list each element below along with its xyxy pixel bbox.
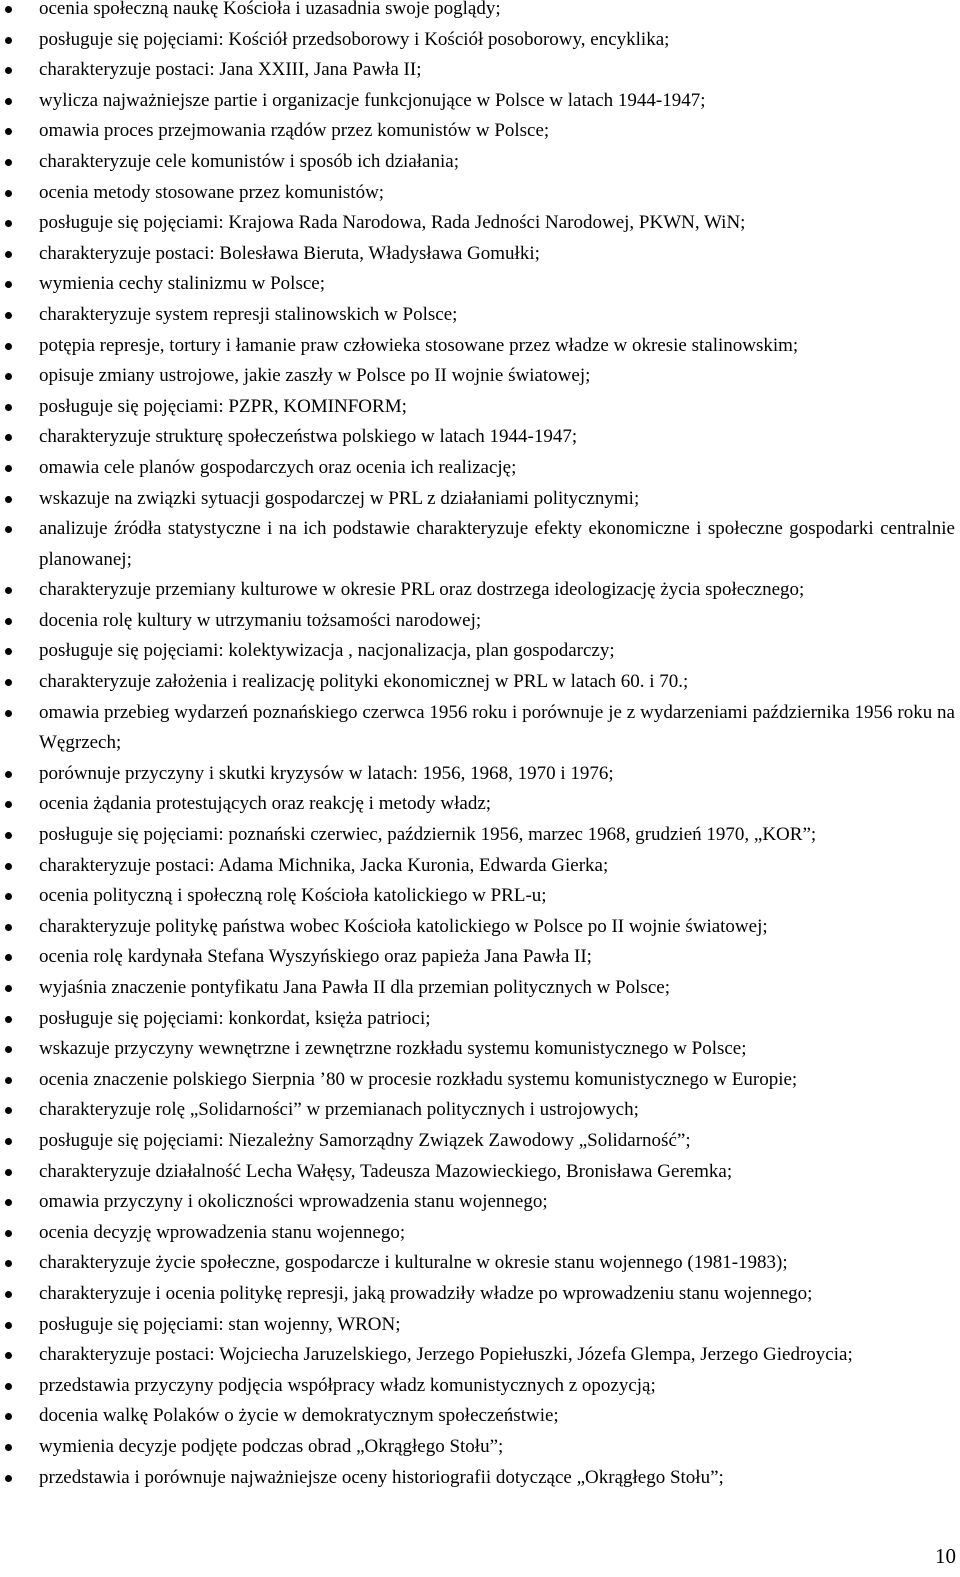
list-item: posługuje się pojęciami: Kościół przedsoborowy i Kościół posoborowy, encyklika; <box>0 25 955 56</box>
list-item: posługuje się pojęciami: kolektywizacja , nacjonalizacja, plan gospodarczy; <box>0 636 955 667</box>
list-item: posługuje się pojęciami: PZPR, KOMINFORM; <box>0 392 955 423</box>
list-item: ocenia decyzję wprowadzenia stanu wojennego; <box>0 1218 955 1249</box>
list-item: wymienia cechy stalinizmu w Polsce; <box>0 269 955 300</box>
list-item: charakteryzuje rolę „Solidarności” w przemianach politycznych i ustrojowych; <box>0 1095 955 1126</box>
list-item: docenia walkę Polaków o życie w demokratycznym społeczeństwie; <box>0 1401 955 1432</box>
list-item: charakteryzuje politykę państwa wobec Kościoła katolickiego w Polsce po II wojnie światowej; <box>0 912 955 943</box>
list-item: przedstawia i porównuje najważniejsze oceny historiografii dotyczące „Okrągłego Stołu”; <box>0 1463 955 1494</box>
list-item: omawia przebieg wydarzeń poznańskiego czerwca 1956 roku i porównuje je z wydarzeniami października 1956 roku na Węgrzech; <box>0 698 955 759</box>
list-item: wylicza najważniejsze partie i organizacje funkcjonujące w Polsce w latach 1944-1947; <box>0 86 955 117</box>
list-item: charakteryzuje założenia i realizację polityki ekonomicznej w PRL w latach 60. i 70.; <box>0 667 955 698</box>
list-item: omawia proces przejmowania rządów przez komunistów w Polsce; <box>0 116 955 147</box>
list-item: charakteryzuje działalność Lecha Wałęsy, Tadeusza Mazowieckiego, Bronisława Geremka; <box>0 1157 955 1188</box>
list-item: charakteryzuje cele komunistów i sposób ich działania; <box>0 147 955 178</box>
list-item: posługuje się pojęciami: stan wojenny, WRON; <box>0 1310 955 1341</box>
list-item: ocenia polityczną i społeczną rolę Kościoła katolickiego w PRL-u; <box>0 881 955 912</box>
list-item: omawia przyczyny i okoliczności wprowadzenia stanu wojennego; <box>0 1187 955 1218</box>
list-item: ocenia żądania protestujących oraz reakcję i metody władz; <box>0 789 955 820</box>
list-item: charakteryzuje życie społeczne, gospodarcze i kulturalne w okresie stanu wojennego (1981-1983); <box>0 1248 955 1279</box>
list-item: posługuje się pojęciami: poznański czerwiec, październik 1956, marzec 1968, grudzień 1970, „KOR”; <box>0 820 955 851</box>
list-item: wskazuje przyczyny wewnętrzne i zewnętrzne rozkładu systemu komunistycznego w Polsce; <box>0 1034 955 1065</box>
list-item: ocenia rolę kardynała Stefana Wyszyńskiego oraz papieża Jana Pawła II; <box>0 942 955 973</box>
list-item: charakteryzuje system represji stalinowskich w Polsce; <box>0 300 955 331</box>
list-item: posługuje się pojęciami: Niezależny Samorządny Związek Zawodowy „Solidarność”; <box>0 1126 955 1157</box>
list-item: opisuje zmiany ustrojowe, jakie zaszły w Polsce po II wojnie światowej; <box>0 361 955 392</box>
list-item: omawia cele planów gospodarczych oraz ocenia ich realizację; <box>0 453 955 484</box>
list-item: charakteryzuje postaci: Bolesława Bieruta, Władysława Gomułki; <box>0 239 955 270</box>
list-item: wymienia decyzje podjęte podczas obrad „Okrągłego Stołu”; <box>0 1432 955 1463</box>
list-item: porównuje przyczyny i skutki kryzysów w latach: 1956, 1968, 1970 i 1976; <box>0 759 955 790</box>
page-number: 10 <box>935 1544 956 1568</box>
list-item: ocenia społeczną naukę Kościoła i uzasadnia swoje poglądy; <box>0 0 955 25</box>
list-item: charakteryzuje postaci: Adama Michnika, Jacka Kuronia, Edwarda Gierka; <box>0 851 955 882</box>
list-item: charakteryzuje postaci: Wojciecha Jaruzelskiego, Jerzego Popiełuszki, Józefa Glempa, Jerzego Giedroycia; <box>0 1340 955 1371</box>
list-item: potępia represje, tortury i łamanie praw człowieka stosowane przez władze w okresie stalinowskim; <box>0 331 955 362</box>
list-item: wskazuje na związki sytuacji gospodarczej w PRL z działaniami politycznymi; <box>0 484 955 515</box>
list-item: posługuje się pojęciami: Krajowa Rada Narodowa, Rada Jedności Narodowej, PKWN, WiN; <box>0 208 955 239</box>
list-item: ocenia metody stosowane przez komunistów; <box>0 178 955 209</box>
list-item: ocenia znaczenie polskiego Sierpnia ’80 w procesie rozkładu systemu komunistycznego w Europie; <box>0 1065 955 1096</box>
list-item: charakteryzuje postaci: Jana XXIII, Jana Pawła II; <box>0 55 955 86</box>
list-item: posługuje się pojęciami: konkordat, księża patrioci; <box>0 1004 955 1035</box>
list-item: analizuje źródła statystyczne i na ich podstawie charakteryzuje efekty ekonomiczne i społeczne gospodarki centralnie planowanej; <box>0 514 955 575</box>
list-item: docenia rolę kultury w utrzymaniu tożsamości narodowej; <box>0 606 955 637</box>
list-item: charakteryzuje przemiany kulturowe w okresie PRL oraz dostrzega ideologizację życia społecznego; <box>0 575 955 606</box>
list-item: wyjaśnia znaczenie pontyfikatu Jana Pawła II dla przemian politycznych w Polsce; <box>0 973 955 1004</box>
list-item: charakteryzuje i ocenia politykę represji, jaką prowadziły władze po wprowadzeniu stanu wojennego; <box>0 1279 955 1310</box>
list-item: przedstawia przyczyny podjęcia współpracy władz komunistycznych z opozycją; <box>0 1371 955 1402</box>
list-item: charakteryzuje strukturę społeczeństwa polskiego w latach 1944-1947; <box>0 422 955 453</box>
